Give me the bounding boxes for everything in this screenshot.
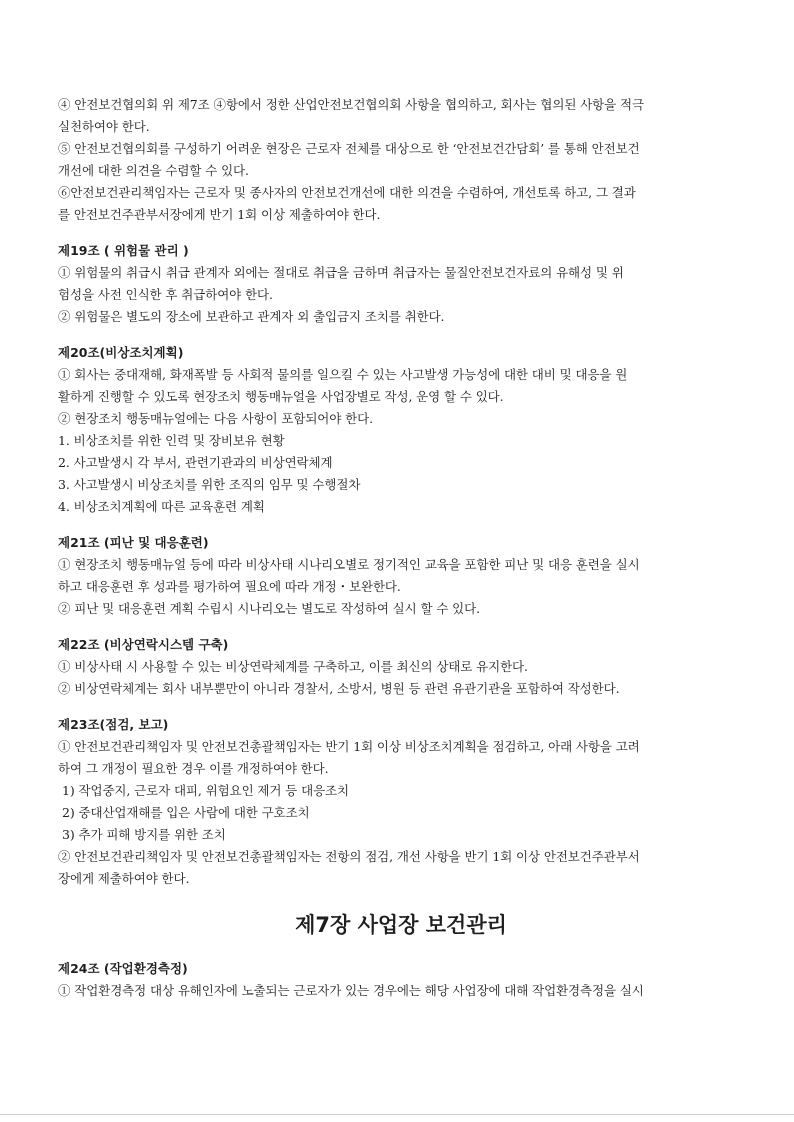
paragraph-line: ① 현장조치 행동매뉴얼 등에 따라 비상사태 시나리오별로 정기적인 교육을 포함한 피난 및 대응 훈련을 실시 [58, 557, 640, 572]
paragraph-line: 험성을 사전 인식한 후 취급하여야 한다. [58, 287, 273, 302]
paragraph-line: ① 회사는 중대재해, 화재폭발 등 사회적 물의를 일으킬 수 있는 사고발생 가능성에 대한 대비 및 대응을 원 [58, 367, 628, 382]
paragraph-line: ① 위험물의 취급시 취급 관계자 외에는 절대로 취급을 금하며 취급자는 물질안전보건자료의 유해성 및 위 [58, 265, 624, 280]
article-18-continuation [58, 94, 744, 226]
paragraph-line: 를 안전보건주관부서장에게 반기 1회 이상 제출하여야 한다. [58, 207, 381, 222]
page-bottom-divider [0, 1114, 794, 1115]
document-page [58, 94, 744, 1002]
list-item: 3. 사고발생시 비상조치를 위한 조직의 임무 및 수행절차 [58, 477, 361, 492]
paragraph-line: ① 작업환경측정 대상 유해인자에 노출되는 근로자가 있는 경우에는 해당 사업장에 대해 작업환경측정을 실시 [58, 983, 644, 998]
list-item: 2) 중대산업재해를 입은 사람에 대한 구호조치 [62, 805, 310, 820]
article-heading: 제19조 ( 위험물 관리 ) [58, 243, 189, 258]
paragraph-line: ① 안전보건관리책임자 및 안전보건총괄책임자는 반기 1회 이상 비상조치계획을 점검하고, 아래 사항을 고려 [58, 739, 640, 754]
paragraph-line: ② 안전보건관리책임자 및 안전보건총괄책임자는 전항의 점검, 개선 사항을 반기 1회 이상 안전보건주관부서 [58, 849, 640, 864]
paragraph-line: ② 비상연락체계는 회사 내부뿐만이 아니라 경찰서, 소방서, 병원 등 관련 유관기관을 포함하여 작성한다. [58, 681, 620, 696]
paragraph-line: ② 현장조치 행동매뉴얼에는 다음 사항이 포함되어야 한다. [58, 411, 373, 426]
paragraph-line: ② 피난 및 대응훈련 계획 수립시 시나리오는 별도로 작성하여 실시 할 수 있다. [58, 601, 481, 616]
paragraph-line: 하고 대응훈련 후 성과를 평가하여 필요에 따라 개정・보완한다. [58, 579, 401, 594]
article-21 [58, 532, 744, 620]
paragraph-line: 하여 그 개정이 필요한 경우 이를 개정하여야 한다. [58, 761, 329, 776]
article-heading: 제23조(점검, 보고) [58, 717, 169, 732]
paragraph-line: 장에게 제출하여야 한다. [58, 871, 190, 886]
list-item: 1) 작업중지, 근로자 대피, 위험요인 제거 등 대응조치 [62, 783, 349, 798]
list-item: 2. 사고발생시 각 부서, 관련기관과의 비상연락체계 [58, 455, 333, 470]
article-23 [58, 714, 744, 890]
article-22 [58, 634, 744, 700]
article-heading: 제20조(비상조치계획) [58, 345, 184, 360]
paragraph-line: 개선에 대한 의견을 수렴할 수 있다. [58, 163, 249, 178]
list-item: 4. 비상조치계획에 따른 교육훈련 계획 [58, 499, 265, 514]
article-heading: 제21조 (피난 및 대응훈련) [58, 535, 209, 550]
article-24 [58, 958, 744, 1002]
paragraph-line: ② 위험물은 별도의 장소에 보관하고 관계자 외 출입금지 조치를 취한다. [58, 309, 445, 324]
paragraph-line: ① 비상사태 시 사용할 수 있는 비상연락체계를 구축하고, 이를 최신의 상태로 유지한다. [58, 659, 528, 674]
paragraph-line: 활하게 진행할 수 있도록 현장조치 행동매뉴얼을 사업장별로 작성, 운영 할 수 있다. [58, 389, 504, 404]
paragraph-line: ④ 안전보건협의회 위 제7조 ④항에서 정한 산업안전보건협의회 사항을 협의하고, 회사는 협의된 사항을 적극 [58, 97, 644, 112]
paragraph-line: ⑤ 안전보건협의회를 구성하기 어려운 현장은 근로자 전체를 대상으로 한 ‘안전보건간담회’ 를 통해 안전보건 [58, 141, 640, 156]
article-20 [58, 342, 744, 518]
article-heading: 제22조 (비상연락시스템 구축) [58, 637, 229, 652]
paragraph-line: 실천하여야 한다. [58, 119, 150, 134]
list-item: 1. 비상조치를 위한 인력 및 장비보유 현황 [58, 433, 285, 448]
article-19 [58, 240, 744, 328]
paragraph-line: ⑥안전보건관리책임자는 근로자 및 종사자의 안전보건개선에 대한 의견을 수렴하여, 개선토록 하고, 그 결과 [58, 185, 636, 200]
chapter-title: 제7장 사업장 보건관리 [295, 913, 507, 937]
list-item: 3) 추가 피해 방지를 위한 조치 [62, 827, 226, 842]
article-heading: 제24조 (작업환경측정) [58, 961, 188, 976]
